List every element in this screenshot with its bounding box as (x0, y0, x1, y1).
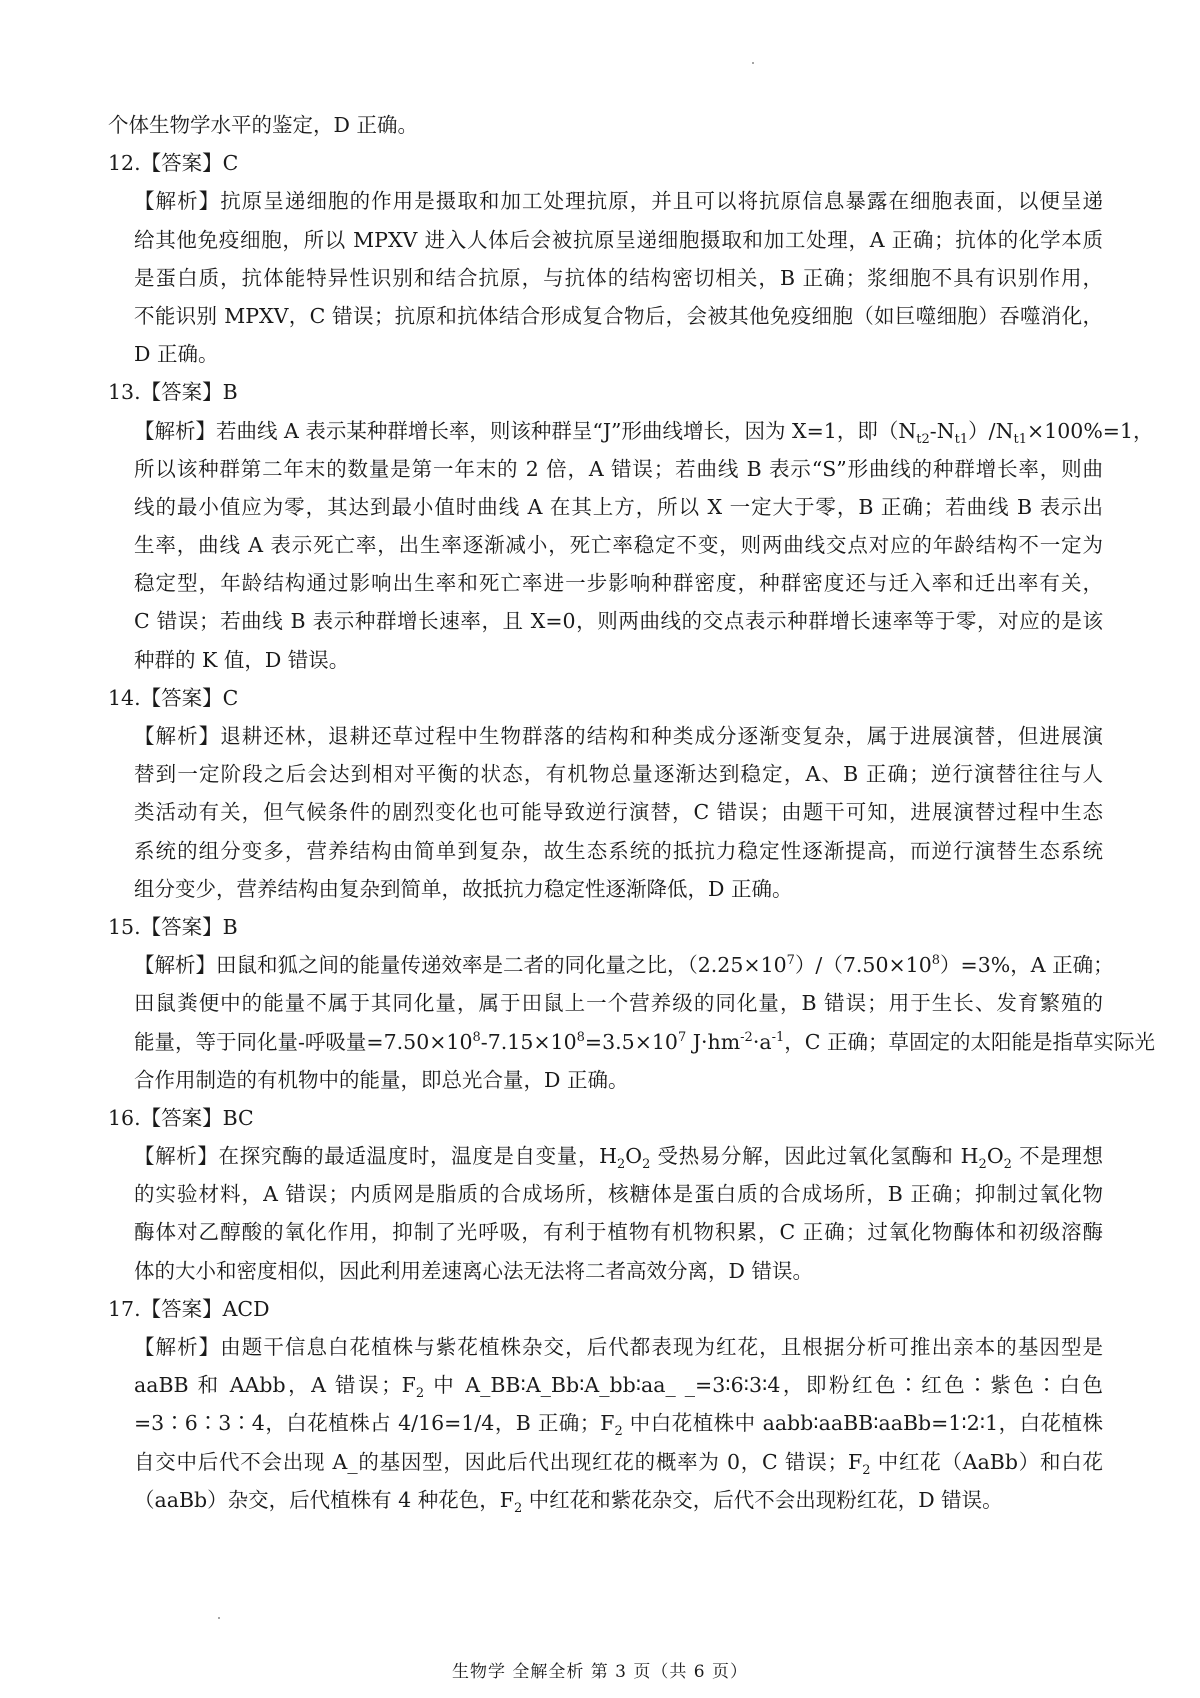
scan-speck (218, 1617, 220, 1619)
text-line: 不能识别 MPXV，C 错误；抗原和抗体结合形成复合物后，会被其他免疫细胞（如巨噬细胞）吞噬消化， (134, 303, 1103, 328)
text-line: 田鼠粪便中的能量不属于其同化量，属于田鼠上一个营养级的同化量，B 错误；用于生长、发育繁殖的 (134, 991, 1103, 1016)
text-line: 【解析】抗原呈递细胞的作用是摄取和加工处理抗原，并且可以将抗原信息暴露在细胞表面，以便呈递 (134, 189, 1103, 214)
text-line: 【解析】田鼠和狐之间的能量传递效率是二者的同化量之比，$(2.25\times 10^7)/(7.50\times 10^8)=3\%$，A 正确； (134, 953, 1114, 978)
text-line: 种群的 K 值，D 错误。 (134, 647, 350, 672)
answer-line: 14.【答案】C (108, 685, 239, 710)
text-line: 自交中后代不会出现 A_的基因型，因此后代出现红花的概率为 0，C 错误；$F_2$ 中红花（AaBb）和白花 (134, 1449, 1104, 1478)
text-line: 组分变少，营养结构由复杂到简单，故抵抗力稳定性逐渐降低，D 正确。 (134, 876, 793, 901)
answer-line: 16.【答案】BC (108, 1105, 254, 1130)
answer-line: 17.【答案】ACD (108, 1296, 270, 1321)
text-line: 酶体对乙醇酸的氧化作用，抑制了光呼吸，有利于植物有机物积累，C 正确；过氧化物酶体和初级溶酶 (134, 1220, 1103, 1245)
answer-line: 15.【答案】B (108, 914, 238, 939)
text-line: 的实验材料，A 错误；内质网是脂质的合成场所，核糖体是蛋白质的合成场所，B 正确；抑制过氧化物 (134, 1182, 1103, 1207)
text-line: （aaBb）杂交，后代植株有 4 种花色，$F_2$ 中红花和紫花杂交，后代不会出现粉红花，D 错误。 (134, 1487, 1003, 1516)
text-line: 【解析】退耕还林，退耕还草过程中生物群落的结构和种类成分逐渐变复杂，属于进展演替，但进展演 (134, 724, 1103, 748)
text-line: 个体生物学水平的鉴定，D 正确。 (108, 113, 418, 137)
text-line: 给其他免疫细胞，所以 MPXV 进入人体后会被抗原呈递细胞摄取和加工处理，A 正确；抗体的化学本质 (134, 227, 1103, 252)
text-line: C 错误；若曲线 B 表示种群增长速率，且 X=0，则两曲线的交点表示种群增长速率等于零，对应的是该 (134, 609, 1103, 634)
text-line: 【解析】在探究酶的最适温度时，温度是自变量，$H_2O_2$ 受热易分解，因此过氧化氢酶和 $H_2O_2$ 不是理想 (134, 1144, 1103, 1173)
text-line: 类活动有关，但气候条件的剧烈变化也可能导致逆行演替，C 错误；由题干可知，进展演替过程中生态 (134, 800, 1103, 825)
text-line: 系统的组分变多，营养结构由简单到复杂，故生态系统的抵抗力稳定性逐渐提高，而逆行演替生态系统 (134, 838, 1103, 863)
text-line: 体的大小和密度相似，因此利用差速离心法无法将二者高效分离，D 错误。 (134, 1258, 813, 1283)
answer-line: 13.【答案】B (108, 380, 238, 405)
text-line: 稳定型，年龄结构通过影响出生率和死亡率进一步影响种群密度，种群密度还与迁入率和迁出率有关， (134, 571, 1103, 596)
text-line: 【解析】若曲线 A 表示某种群增长率，则该种群呈“J”形曲线增长，因为 X=1，即$(N_{t2}-N_{t1})/N_{t1}\times 100\%=1$， (134, 418, 1154, 447)
text-line: 是蛋白质，抗体能特异性识别和结合抗原，与抗体的结构密切相关，B 正确；浆细胞不具有识别作用， (134, 265, 1103, 290)
text-line: 替到一定阶段之后会达到相对平衡的状态，有机物总量逐渐达到稳定，A、B 正确；逆行演替往往与人 (134, 762, 1103, 787)
text-line: D 正确。 (134, 342, 219, 367)
scan-speck (752, 62, 754, 64)
page-footer: 生物学 全解全析 第 3 页（共 6 页） (451, 1662, 749, 1682)
text-line: 【解析】由题干信息白花植株与紫花植株杂交，后代都表现为红花，且根据分析可推出亲本的基因型是 (134, 1335, 1103, 1359)
text-line: 所以该种群第二年末的数量是第一年末的 2 倍，A 错误；若曲线 B 表示“S”形曲线的种群增长率，则曲 (134, 456, 1103, 481)
answer-line: 12.【答案】C (108, 151, 239, 176)
text-line: 线的最小值应为零，其达到最小值时曲线 A 在其上方，所以 X 一定大于零，B 正确；若曲线 B 表示出 (134, 494, 1103, 519)
text-line: 合作用制造的有机物中的能量，即总光合量，D 正确。 (134, 1067, 629, 1092)
answer-explanation-body (108, 106, 1155, 1519)
text-line: =3∶6∶3∶4，白花植株占 4/16=1/4，B 正确；$F_2$ 中白花植株中 aabb∶aaBB∶aaBb=1∶2∶1，白花植株 (134, 1411, 1104, 1440)
text-line: 生率，曲线 A 表示死亡率，出生率逐渐减小，死亡率稳定不变，则两曲线交点对应的年龄结构不一定为 (134, 533, 1103, 558)
text-line: aaBB 和 AAbb，A 错误；$F_2$ 中 A_BB∶A_Bb∶A_bb∶aa_ _=3∶6∶3∶4，即粉红色∶红色∶紫色∶白色 (134, 1373, 1103, 1402)
text-line: 能量，等于同化量-呼吸量$=7.50\times 10^8-7.15\times 10^8=3.5\times 10^7$ $J\cdot hm^{-2}\cdot a^{-1}$，C 正确；草固定的太阳能是指草实际光 (134, 1029, 1155, 1054)
